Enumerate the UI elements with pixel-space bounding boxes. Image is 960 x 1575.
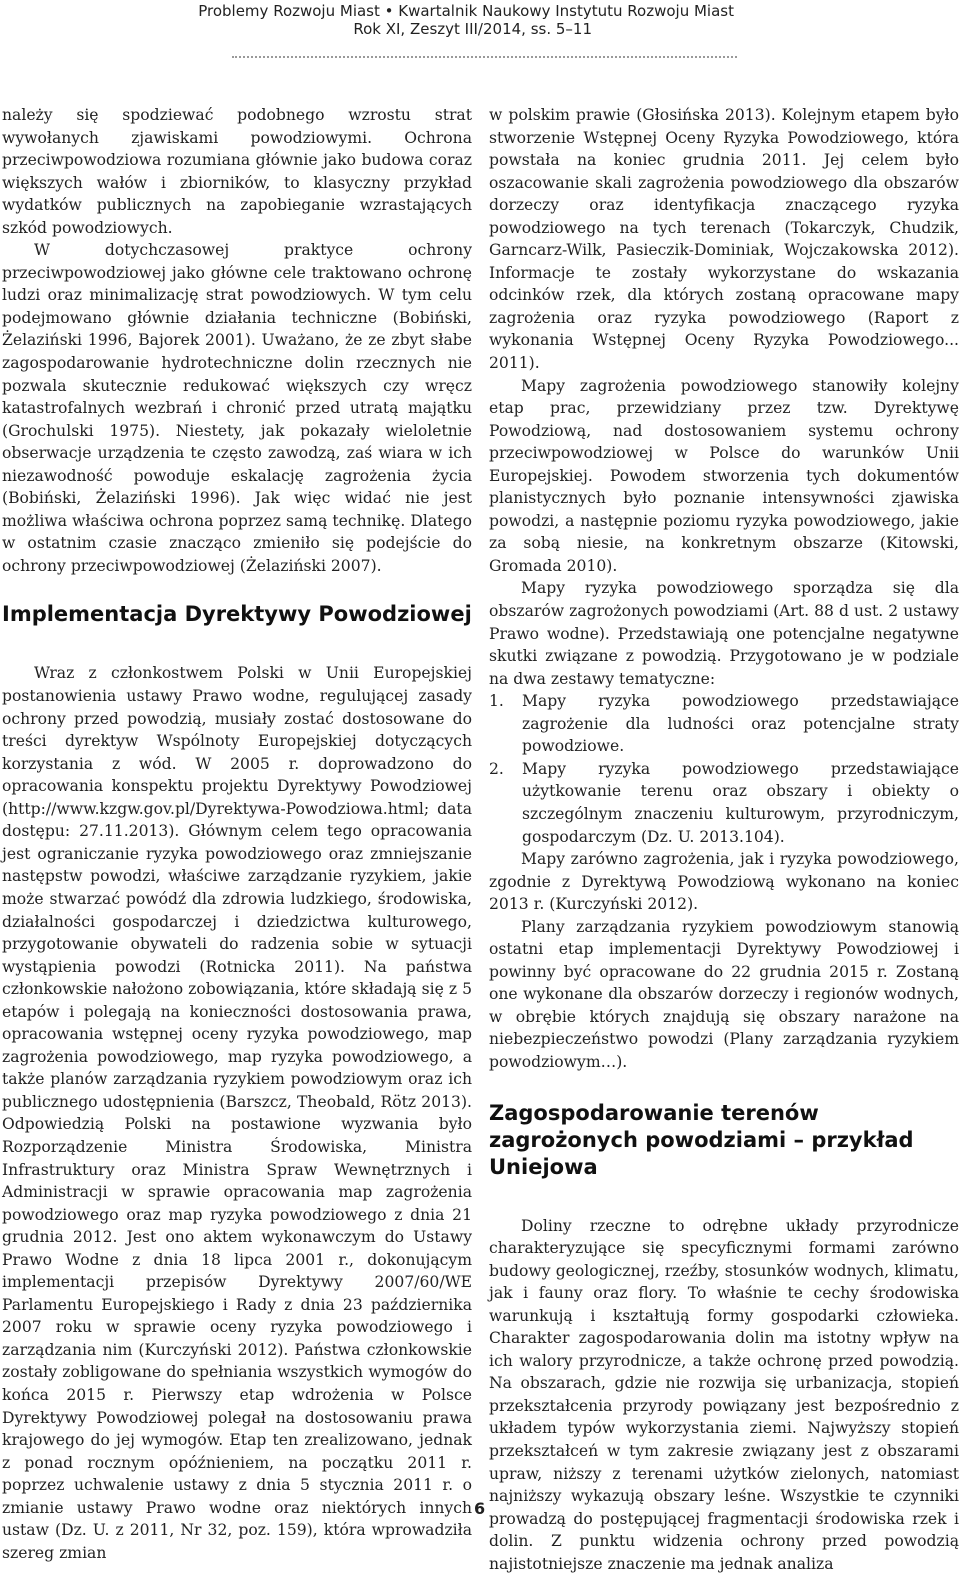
section-heading: Implementacja Dyrektywy Powodziowej [2, 602, 472, 627]
section-heading: Zagospodarowanie terenów zagrożonych powodziami – przykład Uniejowa [489, 1100, 914, 1179]
right-column [489, 104, 959, 1575]
paragraph: Wraz z członkostwem Polski w Unii Europejskiej postanowienia ustawy Prawo wodne, regulującej zasady ochrony przed powodzią, musiały zostać dostosowane do treści dyrektyw Wspólnoty Europejskiej dotyczących korzystania z wód. W 2005 r. doprowadzono do opracowania konspektu projektu Dyrektywy Powodziowej (http://www.kzgw.gov.pl/Dyrektywa-Powodziowa.html; data dostępu: 27.11.2013). Głównym celem tego opracowania jest ograniczanie ryzyka powodziowego oraz zmniejszanie następstw powodzi, właściwe zarządzanie ryzykiem, jakie może stwarzać powódź dla zdrowia ludzkiego, środowiska, działalności gospodarczej i dziedzictwa kulturowego, przygotowanie obywateli do radzenia sobie w sytuacji wystąpienia powodzi (Rotnicka 2011). Na państwa członkowskie nałożono zobowiązania, które składają się z 5 etapów i polegają na konieczności dostosowania prawa, opracowania wstępnej oceny ryzyka powodziowego, map zagrożenia powodziowego, map ryzyka powodziowego, a także planów zarządzania ryzykiem powodziowym oraz ich publicznego udostępnienia (Barszcz, Theobald, Rötz 2013). Odpowiedzią Polski na postawione wyzwania było Rozporządzenie Ministra Środowiska, Ministra Infrastruktury oraz Ministra Spraw Wewnętrznych i Administracji w sprawie opracowania map zagrożenia powodziowego oraz map ryzyka powodziowego z dnia 21 grudnia 2012. Jest ono aktem wykonawczym do Ustawy Prawo Wodne z dnia 18 lipca 2001 r., dokonującym implementacji przepisów Dyrektywy 2007/60/WE Parlamentu Europejskiego i Rady z dnia 23 października 2007 roku w sprawie oceny ryzyka powodziowego i zarządzania nim (Kurczyński 2012). Państwa członkowskie zostały zobligowane do spełniania wszystkich wymogów do końca 2015 r. Pierwszy etap wdrożenia w Polsce Dyrektywy Powodziowej polegał na dostosowaniu prawa krajowego do jej wymogów. Etap ten zrealizowano, jednak z ponad rocznym opóźnieniem, na początku 2011 r. poprzez uchwalenie ustawy z dnia 5 stycznia 2011 r. o zmianie ustawy Prawo wodne oraz niektórych innych ustaw (Dz. U. z 2011, Nr 32, poz. 159), która wprowadziła szereg zmian [2, 664, 472, 1562]
header-divider [232, 56, 737, 58]
list-item [489, 758, 959, 848]
left-column [2, 104, 472, 1564]
journal-title: Problemy Rozwoju Miast • Kwartalnik Naukowy Instytutu Rozwoju Miast [198, 2, 734, 20]
list-number: 1. [489, 692, 504, 711]
issue-info: Rok XI, Zeszyt III/2014, ss. 5–11 [353, 20, 592, 38]
paragraph: Doliny rzeczne to odrębne układy przyrodnicze charakteryzujące się specyficznymi formami zarówno budowy geologicznej, rzeźby, stosunków wodnych, klimatu, jak i fauny oraz flory. To właśnie te cechy środowiska warunkują i kształtują formy gospodarki człowieka. Charakter zagospodarowania dolin ma istotny wpływ na ich walory przyrodnicze, a także ochronę przed powodzią. Na obszarach, gdzie nie rozwija się urbanizacja, stopień przekształcenia przyrody powiązany jest bezpośrednio z układem typów wykorzystania ziemi. Najwyższy stopień przekształceń w tym zakresie związany jest z obszarami upraw, niższy z terenami użytków zielonych, natomiast najniższy wykazują obszary leśne. Wszystkie te czynniki prowadzą do postępującej fragmentacji środowiska rzek i dolin. Z punktu widzenia ochrony przed powodzią najistotniejsze znaczenie ma jednak analiza [489, 1216, 959, 1573]
paragraph: Plany zarządzania ryzykiem powodziowym stanowią ostatni etap implementacji Dyrektywy Powodziowej i powinny być opracowane do 22 grudnia 2015 r. Zostaną one wykonane dla obszarów dorzeczy i regionów wodnych, w obrębie których znajdują się obszary narażone na niebezpieczeństwo powodzi (Plany zarządzania ryzykiem powodziowym…). [489, 917, 959, 1071]
numbered-list [489, 690, 959, 848]
paragraph: Mapy zarówno zagrożenia, jak i ryzyka powodziowego, zgodnie z Dyrektywą Powodziową wykonano na koniec 2013 r. (Kurczyński 2012). [489, 850, 959, 914]
paragraph: W dotychczasowej praktyce ochrony przeciwpowodziowej jako główne cele traktowano ochronę ludzi oraz minimalizację strat powodziowych. W tym celu podejmowano głównie działania techniczne (Bobiński, Żelaziński 1996, Bajorek 2001). Uważano, że ze zbyt słabe zagospodarowanie hydrotechniczne dolin rzecznych nie pozwala skutecznie redukować większych czy wręcz katastrofalnych wezbrań i chronić przed utratą majątku (Grochulski 1975). Niestety, jak pokazały wieloletnie obserwacje urządzenia te często zawodzą, zaś wiara w ich niezawodność powoduje eskalację zagrożenia życia (Bobiński, Żelaziński 1996). Jak więc widać nie jest możliwa właściwa ochrona poprzez samą technikę. Dlatego w ostatnim czasie znacząco zmieniło się podejście do ochrony przeciwpowodziowej (Żelaziński 2007). [2, 241, 472, 575]
list-text: Mapy ryzyka powodziowego przedstawiające zagrożenie dla ludności oraz potencjalne straty powodziowe. [522, 692, 959, 756]
paragraph: Mapy zagrożenia powodziowego stanowiły kolejny etap prac, przewidziany przez tzw. Dyrektywę Powodziową, nad dostosowaniem systemu ochrony przeciwpowodziowej w Polsce do warunków Unii Europejskiej. Powodem stworzenia tych dokumentów planistycznych było poznanie intensywności zjawiska powodzi, a następnie poziomu ryzyka powodziowego, jakie za sobą niesie, na konkretnym obszarze (Kitowski, Gromada 2010). [489, 376, 959, 575]
list-number: 2. [489, 759, 504, 778]
page-number: 6 [474, 1499, 486, 1518]
paragraph: w polskim prawie (Głosińska 2013). Kolejnym etapem było stworzenie Wstępnej Oceny Ryzyka Powodziowego, która powstała na koniec grudnia 2011. Jej celem było oszacowanie skali zagrożenia powodziowego dla obszarów dorzeczy oraz identyfikacja znaczącego ryzyka powodziowego na tych terenach (Tokarczyk, Chudzik, Garncarz-Wilk, Pasieczik-Dominiak, Wojczakowska 2012). Informacje te zostały wykorzystane do wskazania odcinków rzek, dla których zostaną opracowane mapy zagrożenia oraz ryzyka powodziowego (Raport z wykonania Wstępnej Oceny Ryzyka Powodziowego... 2011). [489, 106, 959, 373]
list-item [489, 690, 959, 758]
list-text: Mapy ryzyka powodziowego przedstawiające użytkowanie terenu oraz obszary i obiekty o szczególnym znaczeniu kulturowym, przyrodniczym, gospodarczym (Dz. U. 2013.104). [522, 759, 959, 846]
paragraph: Mapy ryzyka powodziowego sporządza się dla obszarów zagrożonych powodziami (Art. 88 d ust. 2 ustawy Prawo wodne). Przedstawiają one potencjalne negatywne skutki związane z powodzią. Przygotowano je w podziale na dwa zestawy tematyczne: [489, 579, 959, 688]
paragraph: należy się spodziewać podobnego wzrostu strat wywołanych zjawiskami powodziowymi. Ochrona przeciwpowodziowa rozumiana głównie jako budowa coraz większych wałów i zbiorników, to klasyczny przykład wydatków publicznych na zapobieganie wzrastających szkód powodziowych. [2, 106, 472, 237]
